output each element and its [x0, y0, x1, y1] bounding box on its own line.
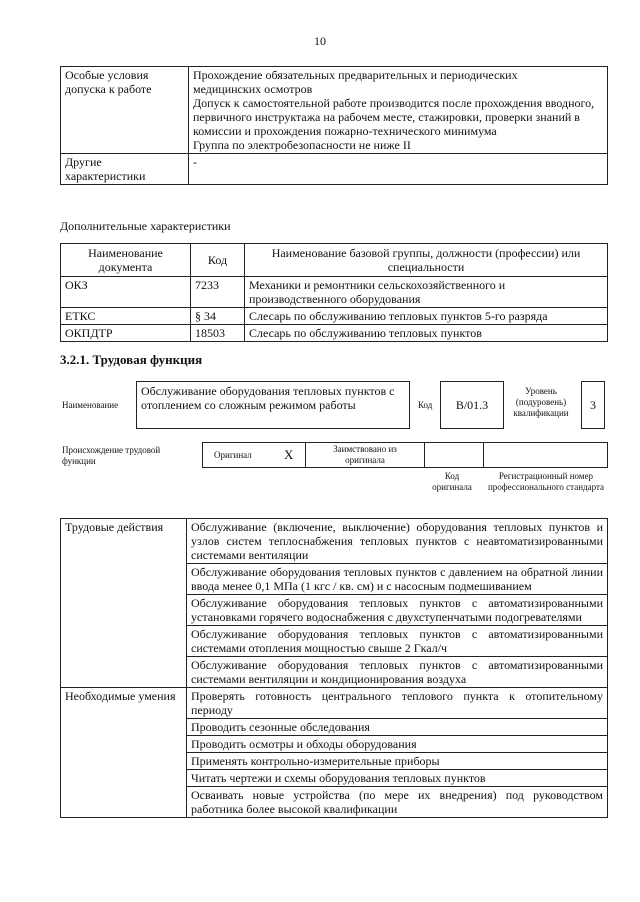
col-header: Наименование базовой группы, должности (профессии) или специальности — [245, 244, 608, 277]
level-label: Уровень (подуровень) квалификации — [513, 386, 569, 418]
cell: ОКПДТР — [61, 325, 191, 342]
list-item: Обслуживание оборудования тепловых пунктов с автоматизированными системами вентиляции и кондиционирования воздуха — [187, 657, 608, 688]
function-code: B/01.3 — [455, 398, 489, 412]
list-item: Читать чертежи и схемы оборудования тепловых пунктов — [187, 770, 608, 787]
cell: § 34 — [191, 308, 245, 325]
table-row — [61, 308, 608, 325]
row-label: Трудовые действия — [61, 519, 187, 688]
table-row — [61, 519, 608, 564]
code-original-cell — [424, 442, 484, 468]
conditions-table — [60, 66, 608, 185]
cell: Слесарь по обслуживанию тепловых пунктов — [245, 325, 608, 342]
row-content: - — [189, 154, 608, 185]
col-header: Код — [191, 244, 245, 277]
list-item: Обслуживание оборудования тепловых пунктов с автоматизированными установками горячего водоснабжения с двухступенчатыми подогревателями — [187, 595, 608, 626]
table-row — [61, 688, 608, 719]
level-value: 3 — [590, 398, 596, 412]
function-name-box — [136, 381, 410, 429]
borrowed-label: Заимствовано из оригинала — [333, 444, 397, 465]
code-label: Код — [418, 400, 433, 410]
col-header: Наименование документа — [61, 244, 191, 277]
cell: Слесарь по обслуживанию тепловых пунктов 5-го разряда — [245, 308, 608, 325]
level-box — [581, 381, 605, 429]
table-header-row — [61, 244, 608, 277]
line: Допуск к самостоятельной работе производится после прохождения вводного, первичного инструктажа на рабочем месте, стажировки, проверки знаний в комиссии и прохождения пожарно-технического минимума — [193, 96, 595, 138]
cell: 7233 — [191, 277, 245, 308]
row-label: Необходимые умения — [61, 688, 187, 818]
original-label: Оригинал — [214, 450, 252, 460]
additional-table — [60, 243, 608, 342]
code-original-label: Код оригинала — [432, 471, 472, 492]
table-row — [61, 67, 608, 154]
list-item: Проводить сезонные обследования — [187, 719, 608, 736]
function-heading: 3.2.1. Трудовая функция — [60, 352, 203, 367]
row-label: Другие характеристики — [61, 154, 189, 185]
table-row — [61, 325, 608, 342]
line: Прохождение обязательных предварительных и периодических медицинских осмотров — [193, 68, 518, 96]
cell: ЕТКС — [61, 308, 191, 325]
cell: Механики и ремонтники сельскохозяйственного и производственного оборудования — [245, 277, 608, 308]
row-label: Особые условия допуска к работе — [61, 67, 189, 154]
function-code-box — [440, 381, 504, 429]
function-name: Обслуживание оборудования тепловых пунктов с отоплением со сложным режимом работы — [141, 384, 395, 412]
additional-heading: Дополнительные характеристики — [60, 219, 231, 233]
reg-number-label: Регистрационный номер профессионального стандарта — [487, 471, 605, 492]
origin-label: Происхождение трудовой функции — [62, 445, 161, 466]
table-row — [61, 154, 608, 185]
list-item: Осваивать новые устройства (по мере их внедрения) под руководством работника более высокой квалификации — [187, 787, 608, 818]
original-mark: X — [284, 447, 294, 462]
list-item: Обслуживание оборудования тепловых пунктов с автоматизированными системами отопления мощностью свыше 2 Гкал/ч — [187, 626, 608, 657]
table-row — [61, 277, 608, 308]
list-item: Проводить осмотры и обходы оборудования — [187, 736, 608, 753]
details-table — [60, 518, 608, 818]
list-item: Применять контрольно-измерительные приборы — [187, 753, 608, 770]
name-label: Наименование — [62, 400, 119, 410]
line: Группа по электробезопасности не ниже II — [193, 138, 411, 152]
cell: ОКЗ — [61, 277, 191, 308]
list-item: Обслуживание (включение, выключение) оборудования тепловых пунктов и узлов систем теплоснабжения тепловых пунктов с неавтоматизированными системами вентиляции — [187, 519, 608, 564]
cell: 18503 — [191, 325, 245, 342]
row-content — [189, 67, 608, 154]
list-item: Проверять готовность центрального теплового пункта к отопительному периоду — [187, 688, 608, 719]
page-number: 10 — [314, 34, 326, 48]
list-item: Обслуживание оборудования тепловых пунктов с давлением на обратной линии ввода менее 0,1 МПа (1 кгс / кв. см) и с насосным подмешиванием — [187, 564, 608, 595]
